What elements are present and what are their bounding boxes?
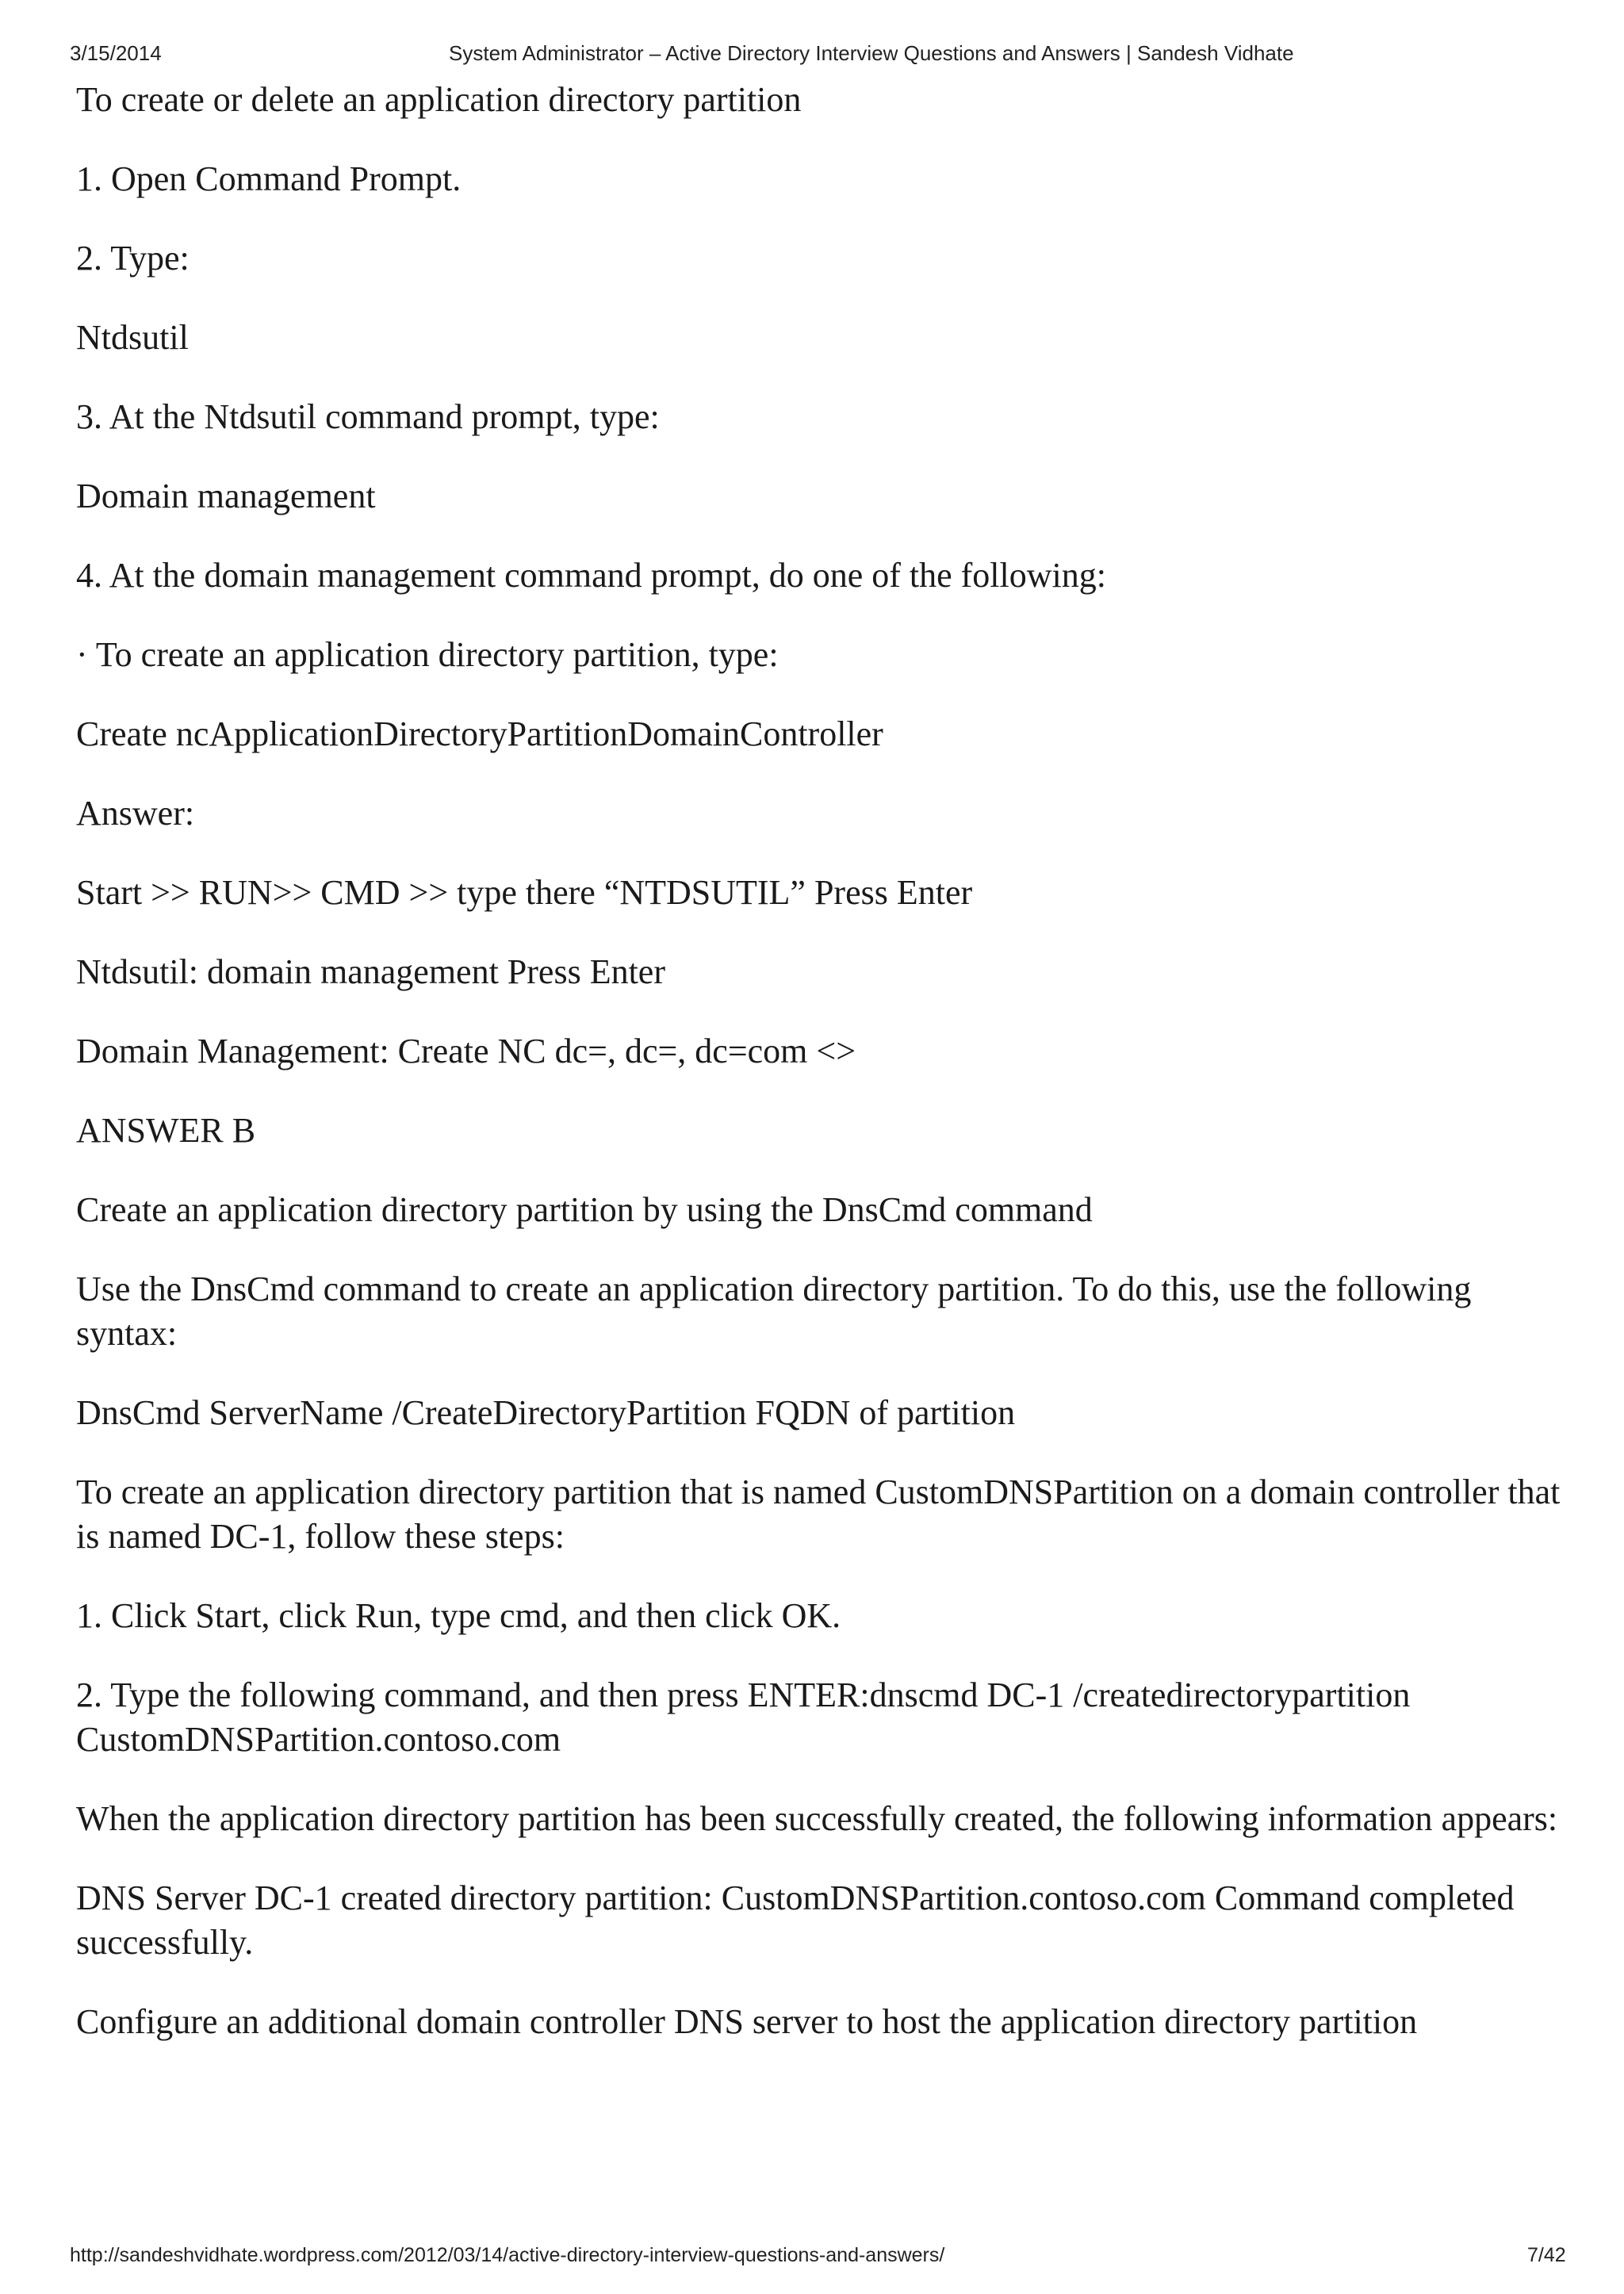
paragraph: · To create an application directory partition, type: [76,635,779,674]
paragraph: To create an application directory partition that is named CustomDNSPartition on a domain controller that is named DC-1, follow these steps: [76,1473,1561,1556]
paragraph: DnsCmd ServerName /CreateDirectoryPartition FQDN of partition [76,1393,1016,1432]
paragraph: When the application directory partition has been successfully created, the following information appears: [76,1799,1558,1838]
paragraph: To create or delete an application directory partition [76,80,802,119]
paragraph: 1. Open Command Prompt. [76,159,462,198]
paragraph: ANSWER B [76,1111,256,1150]
paragraph: 3. At the Ntdsutil command prompt, type: [76,397,660,436]
paragraph: Ntdsutil [76,318,189,357]
paragraph: Create an application directory partition by using the DnsCmd command [76,1190,1093,1229]
page-header [0,41,1624,73]
paragraph: 2. Type the following command, and then press ENTER:dnscmd DC-1 /createdirectorypartition CustomDNSPartition.contoso.com [76,1676,1411,1759]
page-title: System Administrator – Active Directory Interview Questions and Answers | Sandesh Vidhate [449,41,1294,65]
paragraph: Use the DnsCmd command to create an application directory partition. To do this, use the following syntax: [76,1270,1472,1353]
paragraph: Ntdsutil: domain management Press Enter [76,952,665,991]
paragraph: DNS Server DC-1 created directory partition: CustomDNSPartition.contoso.com Command completed successfully. [76,1878,1515,1962]
page-footer [0,2244,1624,2276]
paragraph: 4. At the domain management command prompt, do one of the following: [76,556,1106,595]
paragraph: Domain Management: Create NC dc=, dc=, dc=com <> [76,1032,856,1070]
paragraph: Domain management [76,477,376,515]
print-date: 3/15/2014 [70,41,162,65]
source-url: http://sandeshvidhate.wordpress.com/2012/03/14/active-directory-interview-questions-and-answers/ [70,2244,945,2266]
paragraph: Start >> RUN>> CMD >> type there “NTDSUTIL” Press Enter [76,873,973,912]
paragraph: Create ncApplicationDirectoryPartitionDomainController [76,714,883,753]
paragraph: 1. Click Start, click Run, type cmd, and then click OK. [76,1596,841,1635]
page-number: 7/42 [1527,2244,1566,2266]
document-body [76,78,1567,2079]
paragraph: Configure an additional domain controller DNS server to host the application directory partition [76,2002,1418,2041]
paragraph: Answer: [76,794,195,833]
paragraph: 2. Type: [76,239,190,278]
